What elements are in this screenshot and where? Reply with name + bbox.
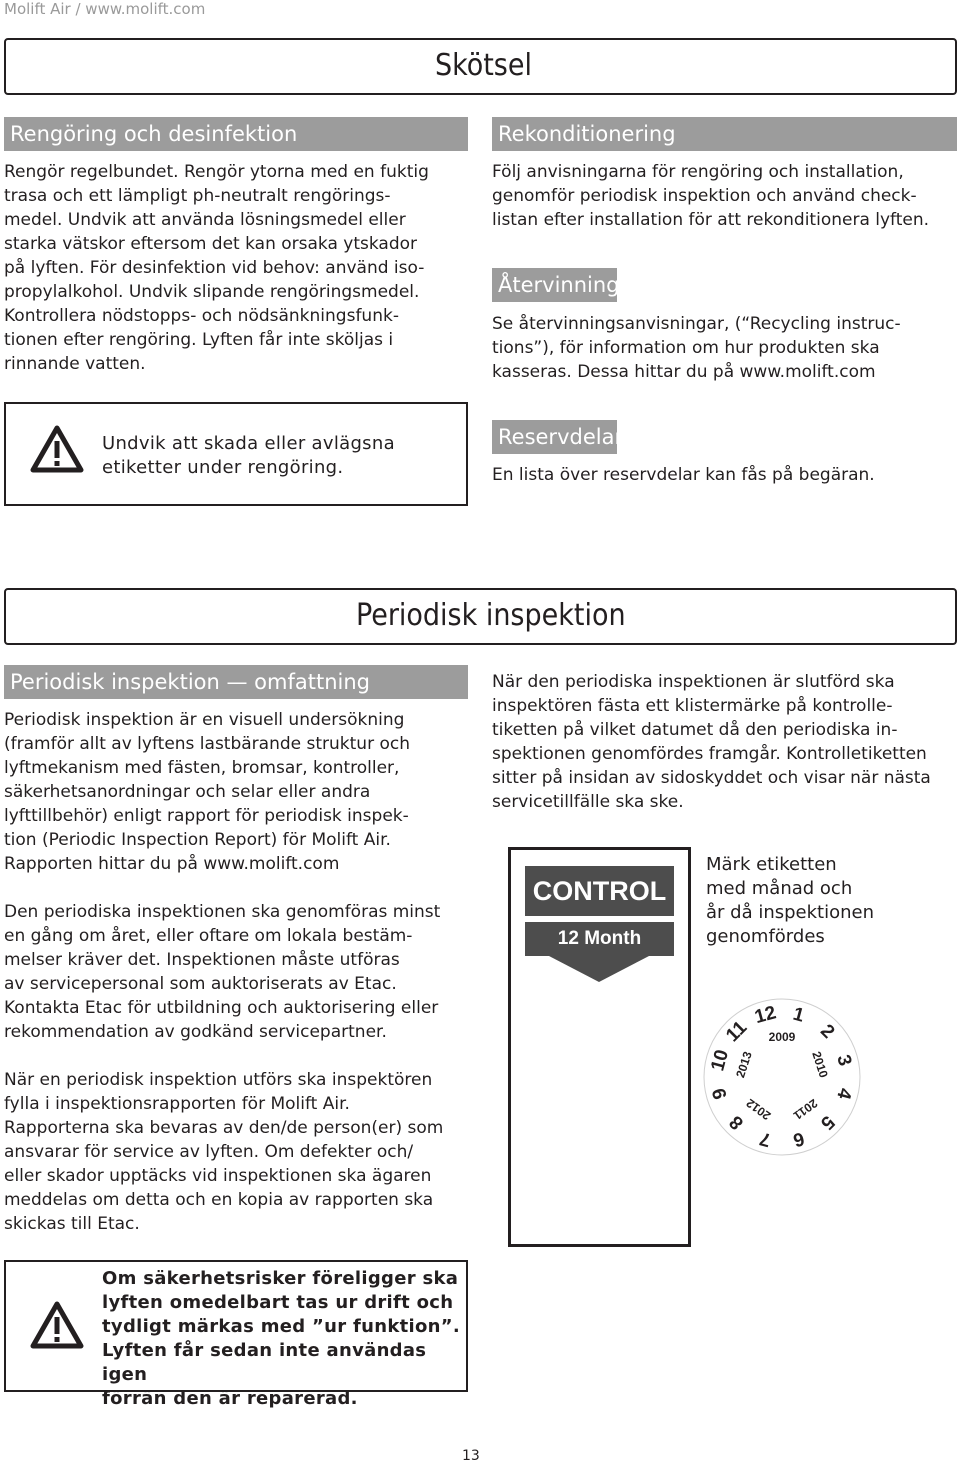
text-line: skickas till Etac. — [4, 1214, 140, 1234]
text-line: (framför allt av lyftens lastbärande struktur och — [4, 734, 410, 754]
care-title: Skötsel — [435, 48, 532, 83]
text-line: genomför periodisk inspektion och använd check- — [492, 186, 917, 206]
control-label-note — [706, 853, 874, 949]
sticker-year-label: 2010 — [809, 1049, 831, 1080]
text-line: av servicepersonal som auktoriserats av Etac. — [4, 974, 397, 994]
cleaning-warning-text — [102, 432, 395, 480]
text-line: Periodisk inspektion är en visuell undersökning — [4, 710, 405, 730]
inspection-para-3 — [4, 1068, 474, 1236]
inspection-title: Periodisk inspektion — [356, 598, 626, 633]
sticker-month-label: 3 — [832, 1052, 856, 1069]
spare-parts-heading: Reservdelar — [492, 420, 617, 454]
text-line: eller skador upptäcks vid inspektionen ska ägaren — [4, 1166, 432, 1186]
text-line: starka vätskor eftersom det kan orsaka ytskador — [4, 234, 418, 254]
text-line: lyften omedelbart tas ur drift och — [102, 1292, 454, 1313]
sticker-month-label: 7 — [757, 1127, 774, 1151]
recondition-text — [492, 160, 958, 232]
text-line: Kontrollera nödstopps- och nödsänkningsfunk- — [4, 306, 399, 326]
control-text: CONTROL — [532, 876, 667, 906]
sticker-year-label: 2009 — [768, 1030, 796, 1044]
safety-warning-text — [102, 1267, 466, 1411]
text-line: spektionen genomfördes framgår. Kontrolletiketten — [492, 744, 927, 764]
month-text: 12 Month — [557, 928, 642, 949]
sticker-month-label: 2 — [816, 1020, 839, 1043]
text-line: lyfttillbehör) enligt rapport för periodisk inspek- — [4, 806, 409, 826]
control-label-panel — [508, 847, 691, 1247]
inspection-sticker — [700, 995, 864, 1159]
text-line: tydligt märkas med ”ur funktion”. — [102, 1316, 461, 1337]
sticker-month-label: 11 — [722, 1017, 752, 1047]
text-line: sitter på insidan av sidoskyddet och visar när nästa — [492, 768, 931, 788]
text-line: meddelas om detta och en kopia av rapporten ska — [4, 1190, 434, 1210]
sticker-year-label: 2013 — [733, 1049, 755, 1080]
text-line: säkerhetsanordningar och selar eller andra — [4, 782, 371, 802]
text-line: Lyften får sedan inte användas igen — [102, 1340, 427, 1385]
text-line: Märk etiketten — [706, 854, 837, 875]
cleaning-warning-box — [4, 402, 468, 506]
text-line: en gång om året, eller oftare om lokala bestäm- — [4, 926, 413, 946]
text-line: fylla i inspektionsrapporten för Molift Air. — [4, 1094, 350, 1114]
text-line: inspektören fästa ett klistermärke på kontrolle- — [492, 696, 893, 716]
control-badge — [525, 866, 674, 916]
text-line: ansvarar för service av lyften. Om defekter och/ — [4, 1142, 414, 1162]
text-line: tion (Periodic Inspection Report) för Molift Air. — [4, 830, 391, 850]
text-line: genomfördes — [706, 926, 825, 947]
text-line: melser kräver det. Inspektionen måste utföras — [4, 950, 400, 970]
sticker-year-label: 2011 — [790, 1096, 821, 1123]
text-line: Undvik att skada eller avlägsna — [102, 433, 395, 454]
cleaning-text — [4, 160, 474, 376]
pointer-arrow-icon — [549, 956, 649, 982]
safety-warning-box — [4, 1260, 468, 1409]
month-badge — [525, 922, 674, 956]
text-line: tiketten på vilket datumet då den periodiska in- — [492, 720, 898, 740]
text-line: servicetillfälle ska ske. — [492, 792, 684, 812]
sticker-month-label: 9 — [708, 1085, 732, 1102]
recondition-heading: Rekonditionering — [492, 117, 957, 151]
sticker-month-label: 4 — [832, 1085, 856, 1102]
text-line: Se återvinningsanvisningar, (“Recycling instruc- — [492, 314, 901, 334]
text-line: Rengör regelbundet. Rengör ytorna med en fuktig — [4, 162, 429, 182]
text-line: medel. Undvik att använda lösningsmedel eller — [4, 210, 406, 230]
text-line: När den periodiska inspektionen är slutförd ska — [492, 672, 895, 692]
text-line: rekommendation av godkänd servicepartner. — [4, 1022, 387, 1042]
text-line: En lista över reservdelar kan fås på begäran. — [492, 465, 875, 485]
text-line: Rapporten hittar du på www.molift.com — [4, 854, 340, 874]
text-line: tionen efter rengöring. Lyften får inte sköljas i — [4, 330, 394, 350]
sticker-outline — [704, 999, 860, 1155]
text-line: Kontakta Etac för utbildning och auktorisering eller — [4, 998, 439, 1018]
text-line: etiketter under rengöring. — [102, 457, 344, 478]
text-line: Om säkerhetsrisker föreligger ska — [102, 1268, 459, 1289]
sticker-year-label: 2012 — [743, 1095, 774, 1123]
inspection-right-text — [492, 670, 958, 814]
cleaning-heading: Rengöring och desinfektion — [4, 117, 468, 151]
text-line: med månad och — [706, 878, 853, 899]
sticker-month-label: 1 — [790, 1003, 807, 1027]
sticker-month-label: 5 — [816, 1111, 839, 1134]
warning-triangle-icon — [30, 424, 84, 474]
inspection-para-2 — [4, 900, 474, 1044]
text-line: Den periodiska inspektionen ska genomföras minst — [4, 902, 441, 922]
spare-parts-text — [492, 463, 958, 487]
scope-heading: Periodisk inspektion — omfattning — [4, 665, 468, 699]
text-line: När en periodisk inspektion utförs ska inspektören — [4, 1070, 433, 1090]
page-number: 13 — [462, 1448, 480, 1464]
text-line: lyftmekanism med fästen, bromsar, kontroller, — [4, 758, 400, 778]
recycling-text — [492, 312, 958, 384]
sticker-month-label: 6 — [790, 1127, 807, 1151]
sticker-month-label: 8 — [725, 1111, 748, 1134]
text-line: år då inspektionen — [706, 902, 875, 923]
inspection-para-1 — [4, 708, 474, 876]
text-line: rinnande vatten. — [4, 354, 146, 374]
recycling-heading: Återvinning — [492, 268, 617, 302]
text-line: Rapporterna ska bevaras av den/de person(er) som — [4, 1118, 444, 1138]
text-line: kasseras. Dessa hittar du på www.molift.com — [492, 362, 876, 382]
sticker-month-label: 12 — [752, 1002, 779, 1029]
text-line: Följ anvisningarna för rengöring och installation, — [492, 162, 904, 182]
text-line: förrän den är reparerad. — [102, 1388, 358, 1409]
text-line: trasa och ett lämpligt ph-neutralt rengörings- — [4, 186, 391, 206]
text-line: tions”), för information om hur produkten ska — [492, 338, 880, 358]
text-line: propylalkohol. Undvik slipande rengöringsmedel. — [4, 282, 420, 302]
text-line: på lyften. För desinfektion vid behov: använd iso- — [4, 258, 425, 278]
site-header: Molift Air / www.molift.com — [4, 0, 206, 18]
warning-triangle-icon — [30, 1300, 84, 1350]
text-line: listan efter installation för att rekonditionera lyften. — [492, 210, 930, 230]
sticker-month-label: 10 — [707, 1047, 734, 1074]
